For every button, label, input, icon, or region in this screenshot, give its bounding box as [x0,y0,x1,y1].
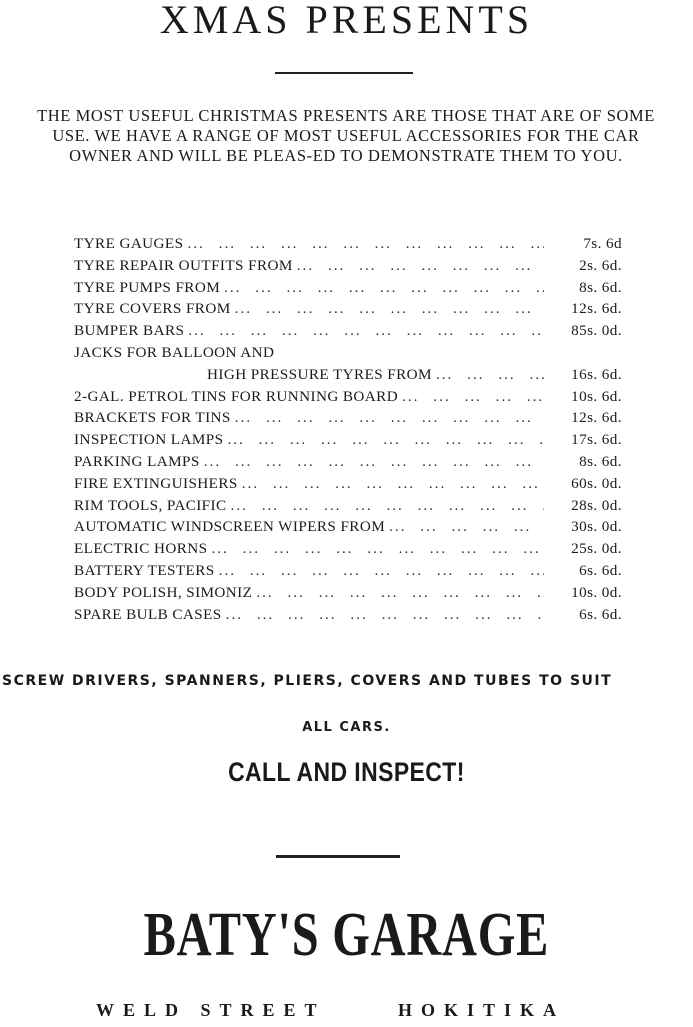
business-name: BATY'S GARAGE [143,901,550,969]
item-name: TYRE GAUGES [74,235,184,252]
address-street: WELD STREET [96,1000,326,1020]
dot-leader [293,257,544,275]
item-name: JACKS FOR BALLOON AND [74,343,275,361]
dot-leader [200,453,544,471]
price-row [74,235,622,257]
dot-leader [220,279,544,297]
item-name: BATTERY TESTERS [74,561,215,579]
dot-leader [227,497,544,515]
top-divider [275,72,413,74]
address-town: HOKITIKA [398,1000,566,1020]
price-row [74,257,622,279]
item-price: 60s. 0d. [571,474,622,492]
dot-leader [207,540,544,558]
item-name: 2-GAL. PETROL TINS FOR RUNNING BOARD [74,387,399,405]
item-price: 16s. 6d. [571,365,622,383]
dot-leader [398,388,544,406]
price-row [74,431,622,453]
dot-leader [252,584,544,602]
price-row [74,322,622,344]
tools-line: SCREW DRIVERS, SPANNERS, PLIERS, COVERS AND TUBES TO SUIT [2,673,613,689]
dot-leader [222,606,544,624]
item-price: 85s. 0d. [571,322,622,340]
item-price: 6s. 6d. [579,605,622,623]
price-row [74,366,622,388]
item-name: TYRE COVERS FROM [74,300,231,318]
cars-line: ALL CARS. [302,720,391,735]
item-price: 12s. 6d. [571,409,622,427]
price-row [74,409,622,431]
item-name: ELECTRIC HORNS [74,540,208,558]
item-price: 7s. 6d [583,235,622,252]
item-name: BUMPER BARS [74,322,185,340]
price-list [74,235,622,627]
price-row [74,518,622,540]
item-price: 17s. 6d. [571,431,622,449]
item-price: 8s. 6d. [579,452,622,470]
price-row [74,606,622,628]
dot-leader [184,322,544,340]
item-name: FIRE EXTINGUISHERS [74,474,238,492]
price-row [74,279,622,301]
call-to-action: CALL AND INSPECT! [228,757,465,787]
price-row [74,497,622,519]
price-row [74,540,622,562]
dot-leader [223,431,544,449]
dot-leader [238,475,544,493]
price-row [74,562,622,584]
item-name: RIM TOOLS, PACIFIC [74,496,227,514]
dot-leader [183,235,544,253]
item-name: HIGH PRESSURE TYRES FROM [207,365,432,383]
price-row [74,388,622,410]
item-price: 6s. 6d. [579,561,622,579]
item-name: PARKING LAMPS [74,452,200,470]
price-row [74,344,622,366]
price-row [74,475,622,497]
item-name: BRACKETS FOR TINS [74,409,231,427]
price-row [74,300,622,322]
bottom-divider [276,855,400,858]
item-name: AUTOMATIC WINDSCREEN WIPERS FROM [74,518,386,536]
item-price: 30s. 0d. [571,518,622,536]
item-price: 12s. 6d. [571,300,622,318]
dot-leader [385,518,544,536]
price-row [74,453,622,475]
price-row [74,584,622,606]
item-name: INSPECTION LAMPS [74,431,224,449]
item-price: 2s. 6d. [579,256,622,274]
item-price: 10s. 0d. [571,583,622,601]
item-price: 25s. 0d. [571,540,622,558]
intro-paragraph: THE MOST USEFUL CHRISTMAS PRESENTS ARE THOSE THAT ARE OF SOME USE. WE HAVE A RANGE OF MOST USEFUL ACCESSORIES FOR THE CAR OWNER AND WILL BE PLEAS-ED TO DEMONSTRATE THEM TO YOU. [37,106,655,165]
ad-heading: XMAS PRESENTS [159,0,534,42]
item-name: SPARE BULB CASES [74,605,222,623]
item-price: 8s. 6d. [579,278,622,296]
dot-leader [215,562,544,580]
item-name: TYRE PUMPS FROM [74,278,221,296]
item-name: TYRE REPAIR OUTFITS FROM [74,256,293,274]
dot-leader [231,300,544,318]
item-price: 10s. 6d. [571,387,622,405]
item-price: 28s. 0d. [571,496,622,514]
dot-leader [432,366,544,384]
item-name: BODY POLISH, SIMONIZ [74,583,253,601]
dot-leader [231,409,544,427]
